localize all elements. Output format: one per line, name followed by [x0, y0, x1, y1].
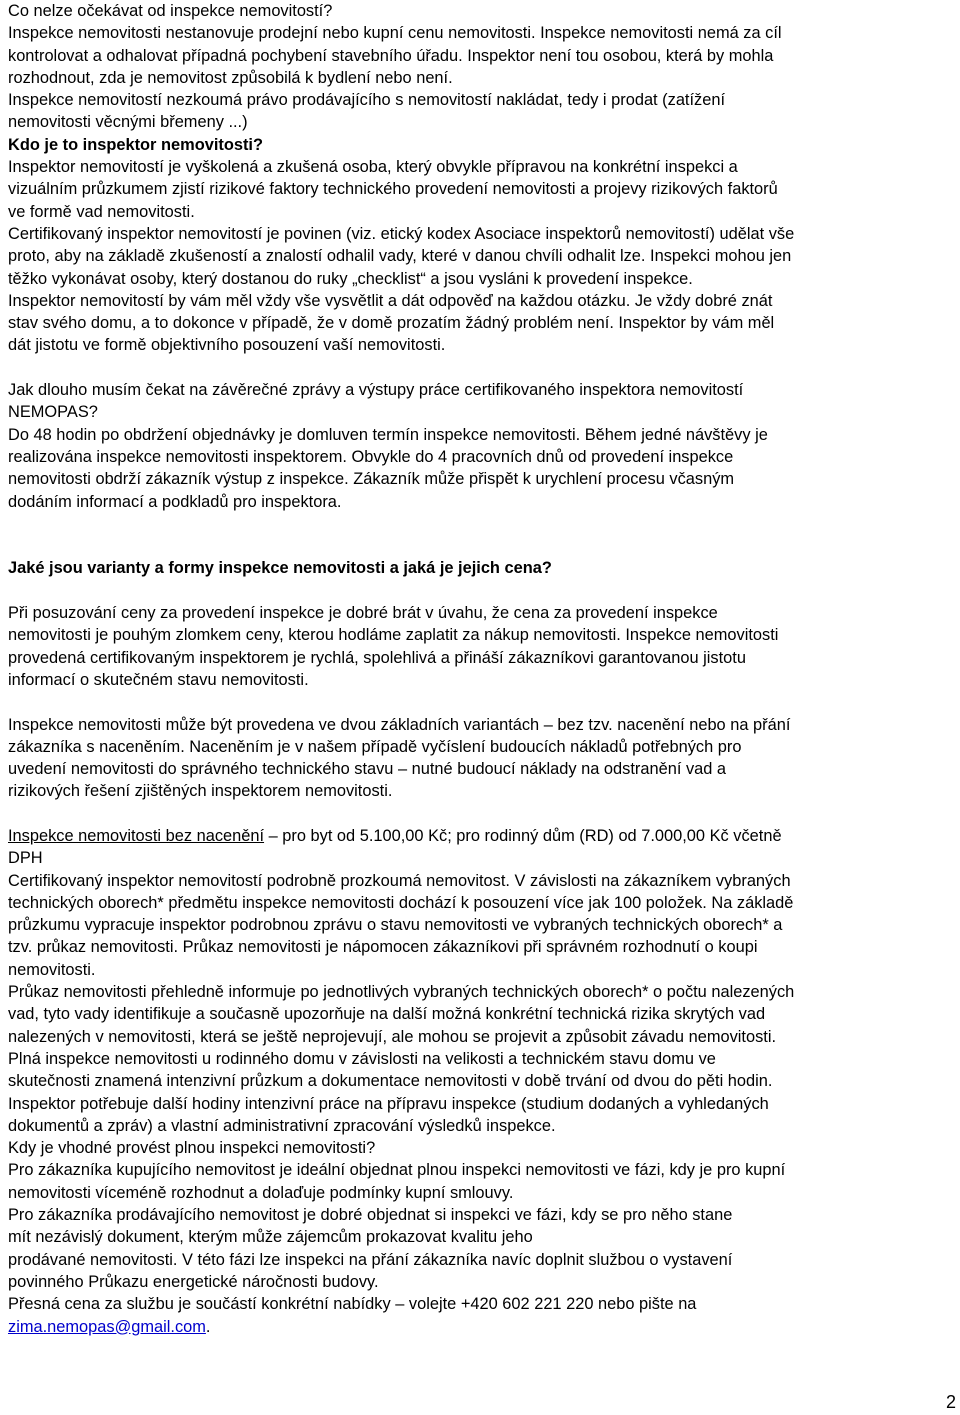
text-line: ve formě vad nemovitosti.	[8, 202, 195, 221]
text-line: Certifikovaný inspektor nemovitostí podrobně prozkoumá nemovitost. V závislosti na zákazníkem vybraných	[8, 871, 791, 890]
text-line: průzkumu vypracuje inspektor podrobnou zprávu o stavu nemovitosti ve vybraných technických oborech* a	[8, 916, 783, 935]
text-line: nalezených v nemovitosti, která se ještě neprojevují, ale mohou se projevit a způsobit závadu nemovitosti.	[8, 1027, 777, 1046]
text-line: Inspekce nemovitostí nezkoumá právo prodávajícího s nemovitostí nakládat, tedy i prodat (zatížení	[8, 91, 726, 110]
text-line: Přesná cena za službu je součástí konkrétní nabídky – volejte +420 602 221 220 nebo pište na	[8, 1295, 697, 1314]
text-line: Do 48 hodin po obdržení objednávky je domluven termín inspekce nemovitosti. Během jedné návštěvy je	[8, 425, 768, 444]
text-line: nemovitosti víceméně rozhodnut a dolaďuje podmínky kupní smlouvy.	[8, 1183, 514, 1202]
section-variant-without-pricing	[8, 825, 956, 1338]
text-line: Kdy je vhodné provést plnou inspekci nemovitosti?	[8, 1139, 376, 1158]
text-line: prodávané nemovitosti. V této fázi lze inspekci na přání zákazníka navíc doplnit službou o vystavení	[8, 1250, 733, 1269]
text-line: mít nezávislý dokument, kterým může zájemcům prokazovat kvalitu jeho	[8, 1228, 533, 1247]
page-number: 2	[945, 1392, 956, 1412]
variant-price: – pro byt od 5.100,00 Kč; pro rodinný dům (RD) od 7.000,00 Kč včetně	[264, 826, 782, 845]
text-line: Pro zákazníka prodávajícího nemovitost je dobré objednat si inspekci ve fázi, kdy se pro něho stane	[8, 1206, 733, 1225]
text-line: proto, aby na základě zkušeností a znalostí odhalil vady, které v danou chvíli odhalit lze. Inspekci mohou jen	[8, 247, 792, 266]
heading-who-is-inspector: Kdo je to inspektor nemovitosti?	[8, 135, 263, 154]
text-line: Pro zákazníka kupujícího nemovitost je ideální objednat plnou inspekci nemovitosti ve fázi, kdy je pro kupní	[8, 1161, 786, 1180]
text-line: informací o skutečném stavu nemovitosti.	[8, 670, 309, 689]
spacer	[8, 513, 956, 535]
text-line: provedená certifikovaným inspektorem je rychlá, spolehlivá a přináší zákazníkovi garantovanou jistotu	[8, 648, 746, 667]
text-line: dodáním informací a podkladů pro inspektora.	[8, 492, 342, 511]
text-line: rozhodnout, zda je nemovitost způsobilá k bydlení nebo není.	[8, 68, 453, 87]
section-not-expected	[8, 0, 956, 134]
text-line: dokumentů a zpráv) a vlastní administrativní zpracování výsledků inspekce.	[8, 1116, 556, 1135]
text-line: tzv. průkaz nemovitosti. Průkaz nemovitosti je nápomocen zákazníkovi při správném rozhodnutí o koupi	[8, 938, 758, 957]
document-page	[8, 0, 956, 1338]
text-line: kontrolovat a odhalovat případná pochybení stavebního úřadu. Inspektor není tou osobou, která by mohla	[8, 46, 774, 65]
variant-price-line	[8, 825, 956, 847]
text-line: NEMOPAS?	[8, 403, 98, 422]
text-line: nemovitosti obdrží zákazník výstup z inspekce. Zákazník může přispět k urychlení procesu včasným	[8, 470, 735, 489]
text-line: dát jistotu ve formě objektivního posouzení vaší nemovitosti.	[8, 336, 446, 355]
text-line: Jak dlouho musím čekat na závěrečné zprávy a výstupy práce certifikovaného inspektora nemovitostí	[8, 381, 744, 400]
email-line	[8, 1316, 956, 1338]
text-line: rizikových řešení zjištěných inspektorem nemovitosti.	[8, 782, 393, 801]
text-line: Inspektor nemovitostí je vyškolená a zkušená osoba, který obvykle přípravou na konkrétní inspekci a	[8, 158, 738, 177]
variant-label: Inspekce nemovitosti bez nacenění	[8, 826, 265, 845]
text-line: stav svého domu, a to dokonce v případě, že v domě prozatím žádný problém není. Inspektor by vám měl	[8, 314, 775, 333]
spacer	[8, 535, 956, 557]
text-line: nemovitosti věcnými břemeny ...)	[8, 113, 248, 132]
section-waiting-time	[8, 379, 956, 513]
text-line: povinného Průkazu energetické náročnosti budovy.	[8, 1272, 379, 1291]
email-link[interactable]: zima.nemopas@gmail.com	[8, 1317, 206, 1336]
text-line: Průkaz nemovitosti přehledně informuje po jednotlivých vybraných technických oborech* o počtu nalezených	[8, 983, 795, 1002]
text-line: Při posuzování ceny za provedení inspekce je dobré brát v úvahu, že cena za provedení inspekce	[8, 604, 718, 623]
text-line: Plná inspekce nemovitosti u rodinného domu v závislosti na velikosti a technickém stavu domu ve	[8, 1049, 716, 1068]
text-line: zákazníka s naceněním. Naceněním je v našem případě vyčíslení budoucích nákladů potřebných pro	[8, 737, 742, 756]
email-suffix: .	[205, 1317, 211, 1336]
section-two-variants	[8, 714, 956, 803]
text-line: technických oborech* předmětu inspekce nemovitosti dochází k posouzení více jak 100 položek. Na základě	[8, 893, 794, 912]
section-price-consideration	[8, 602, 956, 691]
text-line: Inspektor nemovitostí by vám měl vždy vše vysvětlit a dát odpověď na každou otázku. Je vždy dobré znát	[8, 291, 773, 310]
section-inspector	[8, 156, 956, 357]
text-line: těžko vykonávat osoby, který dostanou do ruky „checklist“ a jsou vysláni k provedení inspekce.	[8, 269, 693, 288]
text-line: Inspekce nemovitosti může být provedena ve dvou základních variantách – bez tzv. nacenění nebo na přání	[8, 715, 791, 734]
text-line: vizuálním průzkumem zjistí rizikové faktory technického provedení nemovitosti a projevy rizikových faktorů	[8, 180, 778, 199]
text-line: DPH	[8, 849, 43, 868]
text-line: skutečnosti znamená intenzivní průzkum a dokumentace nemovitosti v době trvání od dvou do pěti hodin.	[8, 1072, 773, 1091]
text-line: nemovitosti.	[8, 960, 96, 979]
text-line: Co nelze očekávat od inspekce nemovitostí?	[8, 2, 333, 20]
spacer	[8, 357, 956, 379]
text-line: vad, tyto vady identifikuje a současně upozorňuje na další možná konkrétní technická rizika skrytých vad	[8, 1005, 766, 1024]
spacer	[8, 580, 956, 602]
text-line: Inspektor potřebuje další hodiny intenzivní práce na přípravu inspekce (studium dodaných a vyhledaných	[8, 1094, 769, 1113]
text-line: nemovitosti je pouhým zlomkem ceny, kterou hodláme zaplatit za nákup nemovitosti. Inspekce nemovitosti	[8, 626, 779, 645]
spacer	[8, 803, 956, 825]
heading-variants-price: Jaké jsou varianty a formy inspekce nemovitosti a jaká je jejich cena?	[8, 559, 552, 578]
spacer	[8, 691, 956, 713]
text-line: Inspekce nemovitosti nestanovuje prodejní nebo kupní cenu nemovitosti. Inspekce nemovitosti nemá za cíl	[8, 24, 782, 43]
text-line: realizována inspekce nemovitosti inspektorem. Obvykle do 4 pracovních dnů od provedení inspekce	[8, 447, 734, 466]
text-line: uvedení nemovitosti do správného technického stavu – nutné budoucí náklady na odstranění vad a	[8, 760, 727, 779]
text-line: Certifikovaný inspektor nemovitostí je povinen (viz. etický kodex Asociace inspektorů nemovitostí) udělat vše	[8, 224, 795, 243]
